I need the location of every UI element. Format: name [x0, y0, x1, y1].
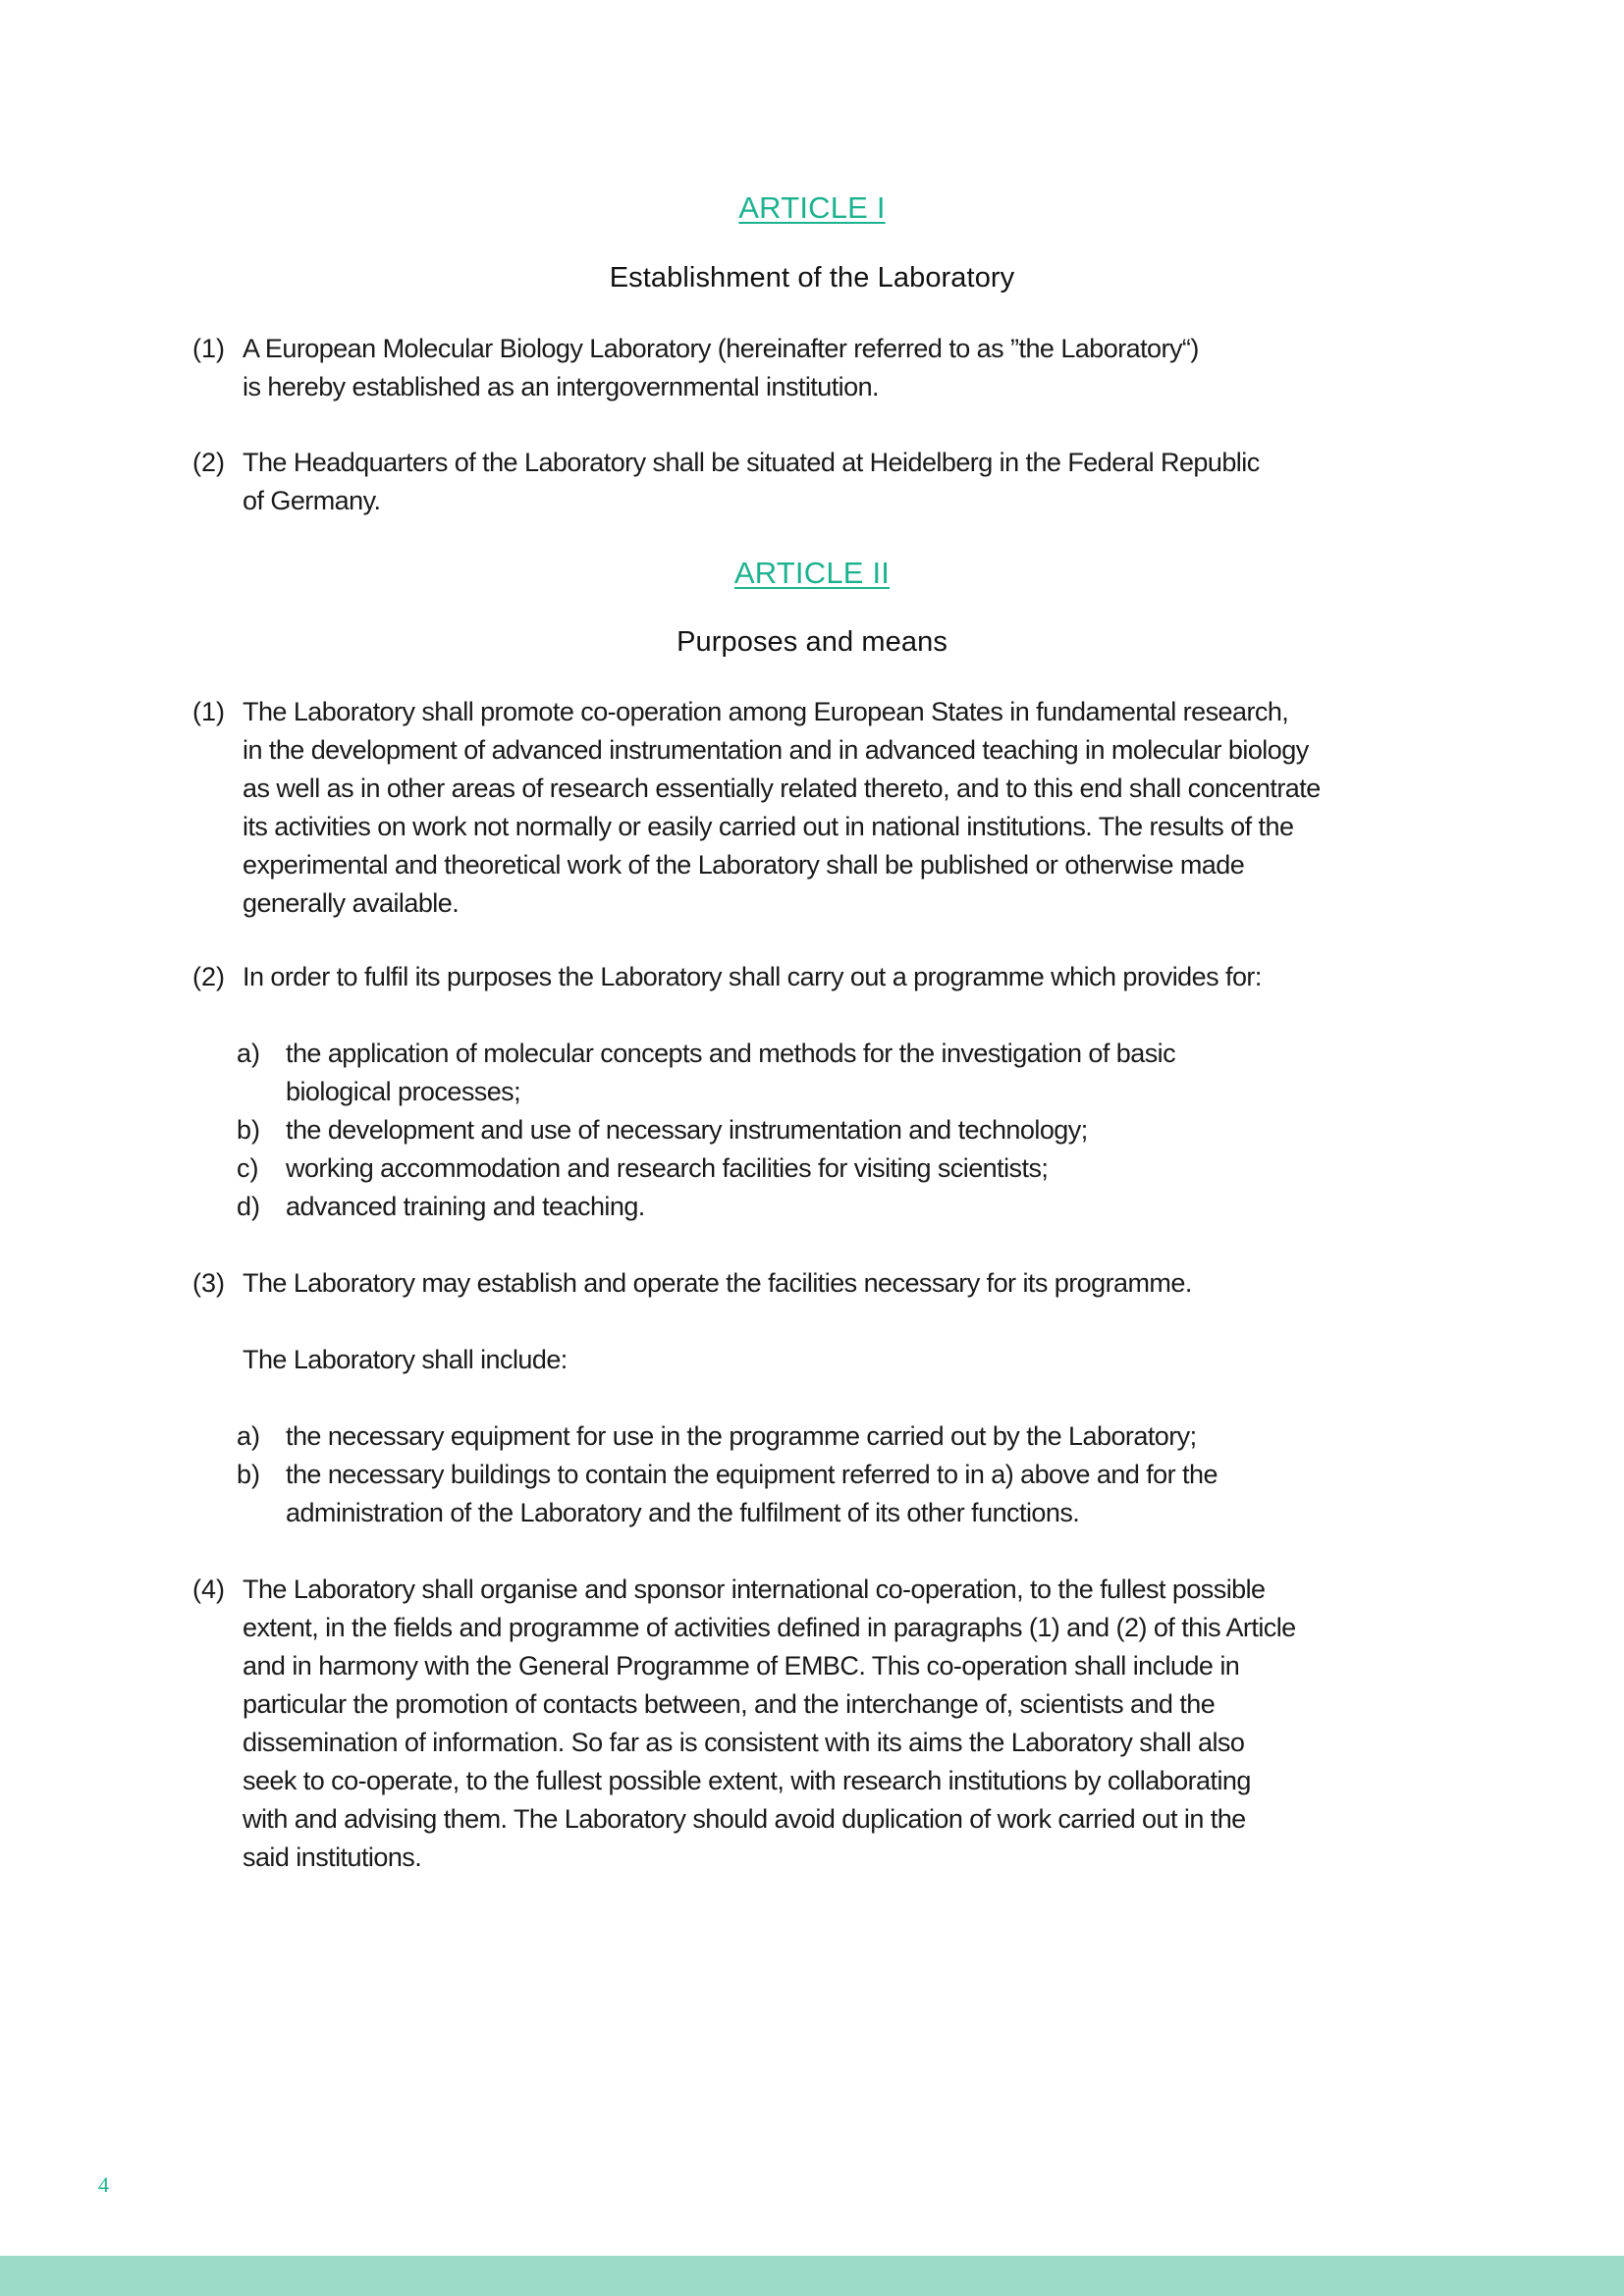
- blank-line: [243, 1303, 1470, 1341]
- paragraph-line: The Headquarters of the Laboratory shall be situated at Heidelberg in the Federal Republic: [243, 448, 1260, 477]
- page-number: 4: [98, 2172, 109, 2197]
- article-2-heading: ARTICLE II: [733, 556, 891, 590]
- list-item-label: c): [237, 1153, 259, 1183]
- paragraph-number: (3): [192, 1268, 225, 1298]
- paragraph-line: In order to fulfil its purposes the Laboratory shall carry out a programme which provides for:: [243, 962, 1262, 991]
- paragraph-line: dissemination of information. So far as is consistent with its aims the Laboratory shall also: [243, 1728, 1245, 1757]
- article-2-subtitle: Purposes and means: [677, 626, 947, 658]
- paragraph-line: its activities on work not normally or easily carried out in national institutions. The results of the: [243, 812, 1294, 841]
- paragraph-line: The Laboratory may establish and operate the facilities necessary for its programme.: [243, 1268, 1192, 1298]
- list-item-label: a): [237, 1039, 261, 1068]
- list-item-line: the necessary buildings to contain the equipment referred to in a) above and for the: [286, 1460, 1218, 1489]
- paragraph-number: (2): [192, 448, 225, 477]
- list-item-label: b): [237, 1115, 261, 1145]
- paragraph-line: as well as in other areas of research essentially related thereto, and to this end shall concentrate: [243, 774, 1321, 803]
- paragraph-line: seek to co-operate, to the fullest possible extent, with research institutions by collaborating: [243, 1766, 1251, 1795]
- list-item-label: b): [237, 1460, 261, 1489]
- paragraph-number: (1): [192, 334, 225, 363]
- paragraph-number: (2): [192, 962, 225, 991]
- paragraph-line: experimental and theoretical work of the Laboratory shall be published or otherwise made: [243, 850, 1245, 880]
- list-item-line: working accommodation and research facilities for visiting scientists;: [286, 1153, 1049, 1183]
- paragraph-line: extent, in the fields and programme of activities defined in paragraphs (1) and (2) of this Article: [243, 1613, 1296, 1642]
- paragraph-line: The Laboratory shall promote co-operation among European States in fundamental research,: [243, 697, 1289, 726]
- list-item-line: biological processes;: [286, 1077, 521, 1106]
- paragraph-line: A European Molecular Biology Laboratory (hereinafter referred to as ”the Laboratory“): [243, 334, 1199, 363]
- paragraph-number: (1): [192, 697, 225, 726]
- paragraph-number: (4): [192, 1575, 225, 1604]
- list-item-line: the necessary equipment for use in the programme carried out by the Laboratory;: [286, 1421, 1197, 1451]
- paragraph-line: with and advising them. The Laboratory should avoid duplication of work carried out in the: [243, 1804, 1246, 1834]
- paragraph-line: particular the promotion of contacts between, and the interchange of, scientists and the: [243, 1689, 1216, 1719]
- paragraph-line: said institutions.: [243, 1842, 422, 1872]
- footer-band: [0, 2256, 1624, 2296]
- paragraph-line: is hereby established as an intergovernmental institution.: [243, 372, 879, 401]
- paragraph-line: and in harmony with the General Programme of EMBC. This co-operation shall include in: [243, 1651, 1240, 1681]
- list-item-line: advanced training and teaching.: [286, 1192, 645, 1221]
- list-item-line: the development and use of necessary instrumentation and technology;: [286, 1115, 1088, 1145]
- paragraph-line: The Laboratory shall organise and sponsor international co-operation, to the fullest possible: [243, 1575, 1266, 1604]
- paragraph-continuation: The Laboratory shall include:: [243, 1345, 568, 1374]
- list-item-label: a): [237, 1421, 261, 1451]
- list-item-line: administration of the Laboratory and the fulfilment of its other functions.: [286, 1498, 1080, 1527]
- article-1-heading: ARTICLE I: [738, 190, 886, 225]
- article-1-subtitle: Establishment of the Laboratory: [609, 262, 1015, 294]
- paragraph-line: generally available.: [243, 888, 460, 918]
- paragraph-line: of Germany.: [243, 486, 381, 515]
- paragraph-line: in the development of advanced instrumentation and in advanced teaching in molecular biology: [243, 735, 1309, 765]
- list-item-label: d): [237, 1192, 261, 1221]
- list-item-line: the application of molecular concepts and methods for the investigation of basic: [286, 1039, 1176, 1068]
